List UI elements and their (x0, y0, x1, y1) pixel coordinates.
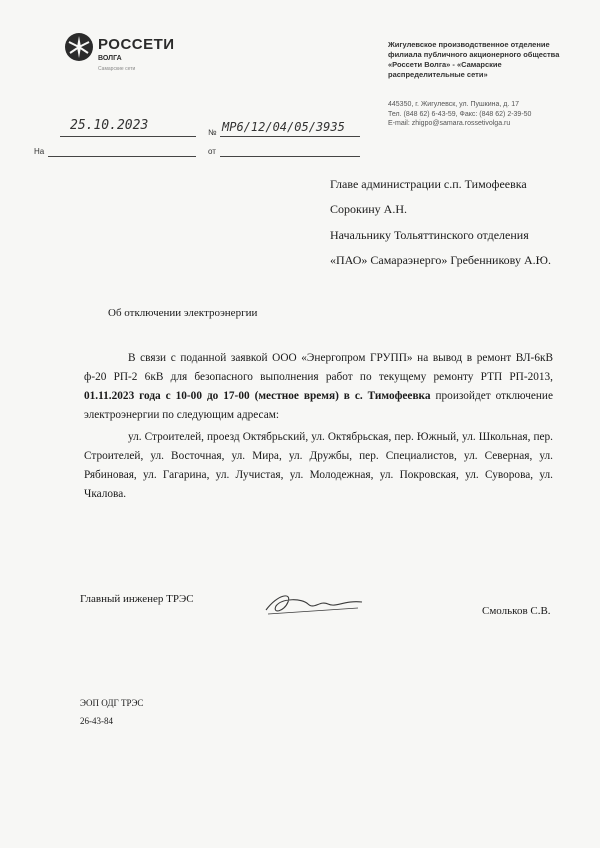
signer-position: Главный инженер ТРЭС (80, 593, 194, 605)
body-paragraph-2 (84, 428, 553, 504)
date-underline (60, 136, 196, 137)
addressee-line: Главе администрации с.п. Тимофеевка (330, 177, 527, 191)
letter-date: 25.10.2023 (70, 118, 149, 133)
ot-label: от (208, 147, 216, 156)
sender-block (388, 40, 578, 80)
addressee-line: «ПАО» Самараэнерго» Гребенникову А.Ю. (330, 253, 551, 267)
executor-dept: ЭОП ОДГ ТРЭС (80, 698, 144, 708)
number-prefix: № (208, 128, 217, 137)
address-list: ул. Строителей, проезд Октябрьский, ул. Октябрьская, пер. Южный, ул. Школьная, пер. Строителей, ул. Восточная, ул. Мира, ул. Дружбы, пер. Специалистов, ул. Северная, ул. Рябиновая, ул. Гагарина, ул. Лучистая, ул. Молодежная, ул. Покровская, ул. Суворова, ул. Чкалова. (84, 431, 553, 500)
sender-line: филиала публичного акционерного общества (388, 50, 560, 59)
contact-address: 445350, г. Жигулевск, ул. Пушкина, д. 17 (388, 101, 520, 108)
on-underline (48, 156, 196, 157)
sender-line: «Россети Волга» - «Самарские (388, 60, 502, 69)
ot-underline (220, 156, 360, 157)
sender-line: распределительные сети» (388, 70, 488, 79)
letter-subject: Об отключении электроэнергии (108, 307, 258, 319)
signer-name: Смольков С.В. (482, 605, 551, 617)
contact-email: E-mail: zhigpo@samara.rossetivolga.ru (388, 120, 511, 127)
addressee-line: Сорокину А.Н. (330, 202, 408, 216)
number-underline (220, 136, 360, 137)
letter-number: МР6/12/04/05/3935 (222, 120, 345, 134)
sender-line: Жигулевское производственное отделение (388, 40, 550, 49)
body-paragraph-1 (84, 349, 553, 425)
executor-phone: 26-43-84 (80, 716, 113, 726)
contact-phone: Тел. (848 62) 6-43-59, Факс: (848 62) 2-39-50 (388, 110, 532, 118)
on-label: На (34, 147, 45, 156)
logo-tagline: Самарские сети (98, 66, 136, 72)
body-bold-text: 01.11.2023 года с 10-00 до 17-00 (местное время) в с. Тимофеевка (84, 390, 431, 402)
logo-name: РОССЕТИ (98, 36, 175, 53)
rosseti-logo-icon (64, 32, 94, 62)
body-text: В связи с поданной заявкой ООО «Энергопром ГРУПП» на вывод в ремонт ВЛ-6кВ ф-20 РП-2 6кВ для безопасного выполнения работ по текущему ремонту РТП РП-2013, (84, 352, 553, 383)
contacts-block (388, 100, 588, 129)
addressee-line: Начальнику Тольяттинского отделения (330, 228, 529, 242)
logo-subtitle: ВОЛГА (98, 55, 122, 62)
body-text: произойдет отключение электроэнергии по следующим адресам: (84, 390, 553, 421)
signature-icon (258, 588, 366, 620)
